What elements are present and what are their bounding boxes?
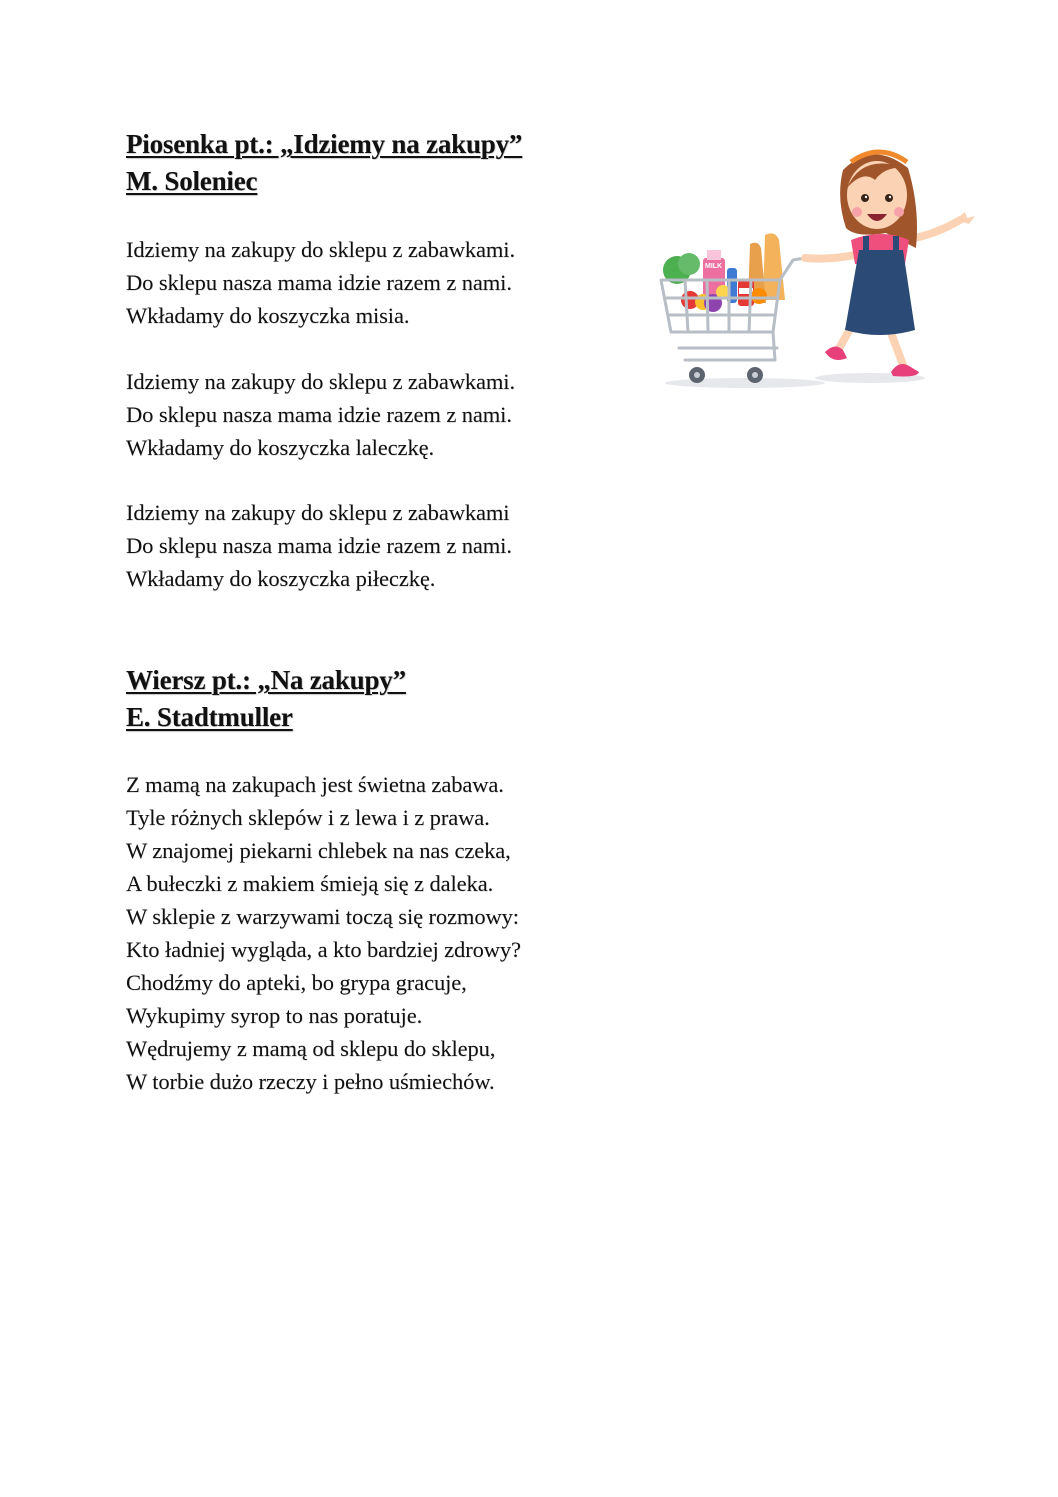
poem-line: W torbie dużo rzeczy i pełno uśmiechów. xyxy=(126,1069,495,1094)
song-title: Piosenka pt.: „Idziemy na zakupy” xyxy=(126,129,523,159)
poem-line: Wędrujemy z mamą od sklepu do sklepu, xyxy=(126,1036,496,1061)
shoe-icon xyxy=(891,364,919,377)
stanza-line: Wkładamy do koszyczka misia. xyxy=(126,303,410,328)
cart-shadow xyxy=(665,378,825,388)
stanza-line: Idziemy na zakupy do sklepu z zabawkami xyxy=(126,500,510,525)
poem-line: W sklepie z warzywami toczą się rozmowy: xyxy=(126,904,519,929)
girl-figure xyxy=(805,152,975,377)
stanza-line: Do sklepu nasza mama idzie razem z nami. xyxy=(126,402,512,427)
groceries-icon xyxy=(663,233,785,312)
song-author: M. Soleniec xyxy=(126,166,258,196)
stanza-line: Wkładamy do koszyczka piłeczkę. xyxy=(126,566,436,591)
stanza-line: Do sklepu nasza mama idzie razem z nami. xyxy=(126,533,512,558)
poem-body xyxy=(126,768,521,1098)
milk-label: MILK xyxy=(705,263,723,270)
poem-title: Wiersz pt.: „Na zakupy” xyxy=(126,665,406,695)
poem-line: Z mamą na zakupach jest świetna zabawa. xyxy=(126,772,504,797)
poem-line: Wykupimy syrop to nas poratuje. xyxy=(126,1003,423,1028)
song-stanza xyxy=(126,365,515,464)
stanza-line: Do sklepu nasza mama idzie razem z nami. xyxy=(126,270,512,295)
girl-with-shopping-cart-illustration xyxy=(655,140,975,395)
poem-line: W znajomej piekarni chlebek na nas czeka, xyxy=(126,838,511,863)
poem-author: E. Stadtmuller xyxy=(126,702,293,732)
poem-line: Kto ładniej wygląda, a kto bardziej zdrowy? xyxy=(126,937,521,962)
song-stanza xyxy=(126,496,512,595)
poem-line: Chodźmy do apteki, bo grypa gracuje, xyxy=(126,970,467,995)
poem-line: Tyle różnych sklepów i z lewa i z prawa. xyxy=(126,805,490,830)
stanza-line: Idziemy na zakupy do sklepu z zabawkami. xyxy=(126,369,515,394)
shoe-icon xyxy=(825,346,847,360)
poem-line: A bułeczki z makiem śmieją się z daleka. xyxy=(126,871,494,896)
stanza-line: Wkładamy do koszyczka laleczkę. xyxy=(126,435,435,460)
poem-heading xyxy=(126,662,406,736)
song-heading xyxy=(126,126,522,200)
stanza-line: Idziemy na zakupy do sklepu z zabawkami. xyxy=(126,237,515,262)
song-stanza xyxy=(126,233,515,332)
